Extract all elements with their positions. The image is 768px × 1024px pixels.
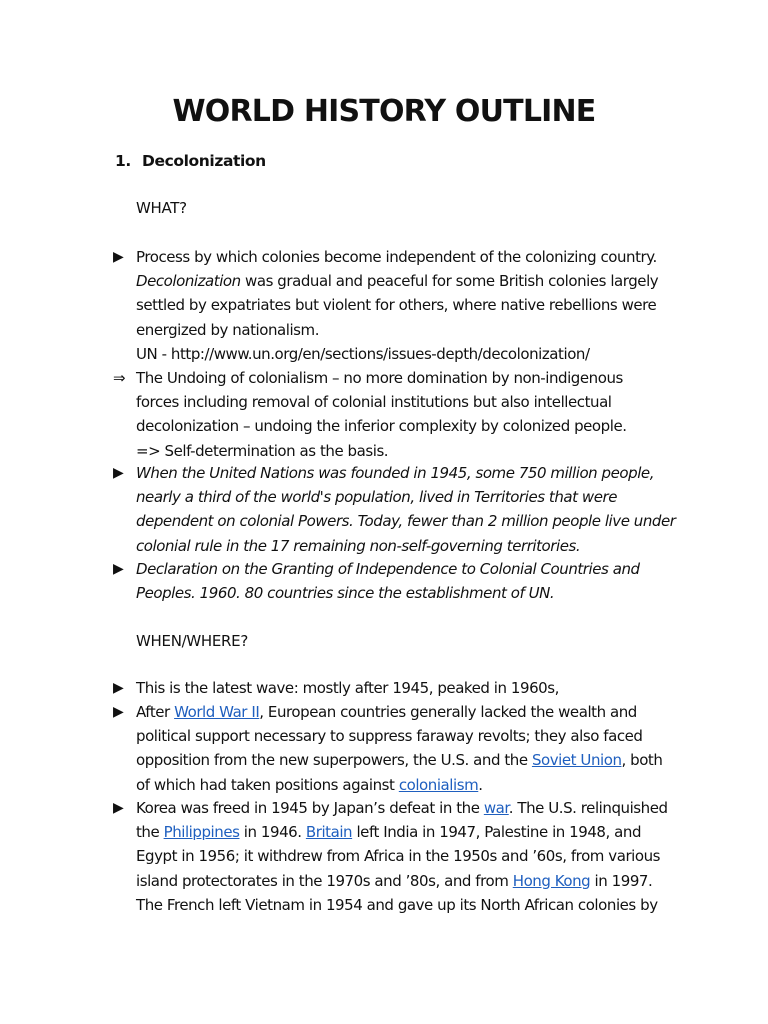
bullet-process xyxy=(113,245,696,366)
text-line: settled by expatriates but violent for others, where native rebellions were xyxy=(136,296,657,315)
text-line xyxy=(136,796,696,820)
text-span: of which had taken positions against xyxy=(136,775,399,794)
text-line xyxy=(136,700,696,724)
bullet-un-founded xyxy=(113,461,696,558)
text-line: nearly a third of the world's population, lived in Territories that were xyxy=(136,488,617,507)
implies-arrow-icon: ⇒ xyxy=(113,369,126,387)
text-span: was gradual and peaceful for some British colonies largely xyxy=(240,272,659,291)
triangle-bullet-icon: ▶ xyxy=(113,465,124,481)
text-line: Peoples. 1960. 80 countries since the establishment of UN. xyxy=(136,584,555,603)
triangle-bullet-icon: ▶ xyxy=(113,704,124,720)
text-line: Egypt in 1956; it withdrew from Africa in the 1950s and ’60s, from various xyxy=(136,847,661,866)
text-line: Declaration on the Granting of Independence to Colonial Countries and xyxy=(136,560,640,578)
text-line xyxy=(136,748,696,772)
text-line: political support necessary to suppress faraway revolts; they also faced xyxy=(136,727,643,746)
triangle-bullet-icon: ▶ xyxy=(113,561,124,577)
text-line: Process by which colonies become independent of the colonizing country. xyxy=(136,248,657,266)
section-number: 1. xyxy=(115,152,131,170)
link-britain[interactable]: Britain xyxy=(305,823,353,842)
text-span: After xyxy=(136,703,175,721)
text-line xyxy=(136,869,696,893)
link-soviet-union[interactable]: Soviet Union xyxy=(531,751,622,770)
text-line: When the United Nations was founded in 1945, some 750 million people, xyxy=(136,464,655,482)
text-span: , European countries generally lacked the wealth and xyxy=(259,703,637,721)
page-title: WORLD HISTORY OUTLINE xyxy=(172,94,596,129)
text-span: in 1997. xyxy=(590,871,653,890)
text-span: , both xyxy=(621,751,663,770)
bullet-declaration xyxy=(113,557,696,605)
link-colonialism[interactable]: colonialism xyxy=(398,775,479,794)
bullet-korea xyxy=(113,796,696,917)
section-heading xyxy=(115,152,266,170)
text-line: decolonization – undoing the inferior complexity by colonized people. xyxy=(136,417,627,436)
un-url-line: UN - http://www.un.org/en/sections/issues-depth/decolonization/ xyxy=(136,344,590,363)
triangle-bullet-icon: ▶ xyxy=(113,680,124,696)
text-span: . xyxy=(478,775,483,794)
text-span: left India in 1947, Palestine in 1948, and xyxy=(352,823,642,842)
what-subheading: WHAT? xyxy=(136,199,187,217)
link-hong-kong[interactable]: Hong Kong xyxy=(512,871,591,890)
bullet-undoing xyxy=(113,366,696,463)
text-line xyxy=(136,773,696,797)
text-line: dependent on colonial Powers. Today, fewer than 2 million people live under xyxy=(136,512,676,531)
text-span: Korea was freed in 1945 by Japan’s defeat in the xyxy=(136,799,484,817)
text-line xyxy=(136,820,696,844)
text-span: . The U.S. relinquished xyxy=(508,799,668,817)
text-line: The French left Vietnam in 1954 and gave up its North African colonies by xyxy=(136,895,658,914)
bullet-after-ww2 xyxy=(113,700,696,797)
text-span: the xyxy=(136,823,164,842)
section-label: Decolonization xyxy=(142,152,266,170)
bullet-latest-wave xyxy=(113,676,696,700)
triangle-bullet-icon: ▶ xyxy=(113,249,124,265)
text-span: opposition from the new superpowers, the U.S. and the xyxy=(136,751,532,770)
italic-term: Decolonization xyxy=(136,272,241,291)
link-philippines[interactable]: Philippines xyxy=(163,823,240,842)
when-where-subheading: WHEN/WHERE? xyxy=(136,632,249,650)
text-span: in 1946. xyxy=(239,823,306,842)
text-line: colonial rule in the 17 remaining non-self-governing territories. xyxy=(136,536,581,555)
link-war[interactable]: war xyxy=(483,799,509,817)
text-span: island protectorates in the 1970s and ’80s, and from xyxy=(136,871,513,890)
text-line: => Self-determination as the basis. xyxy=(136,441,389,460)
text-line: energized by nationalism. xyxy=(136,320,320,339)
triangle-bullet-icon: ▶ xyxy=(113,800,124,816)
text-line: This is the latest wave: mostly after 1945, peaked in 1960s, xyxy=(136,679,559,697)
text-line: forces including removal of colonial institutions but also intellectual xyxy=(136,393,612,412)
link-world-war-ii[interactable]: World War II xyxy=(174,703,260,721)
text-line: The Undoing of colonialism – no more domination by non-indigenous xyxy=(136,369,623,387)
text-line xyxy=(136,269,696,293)
